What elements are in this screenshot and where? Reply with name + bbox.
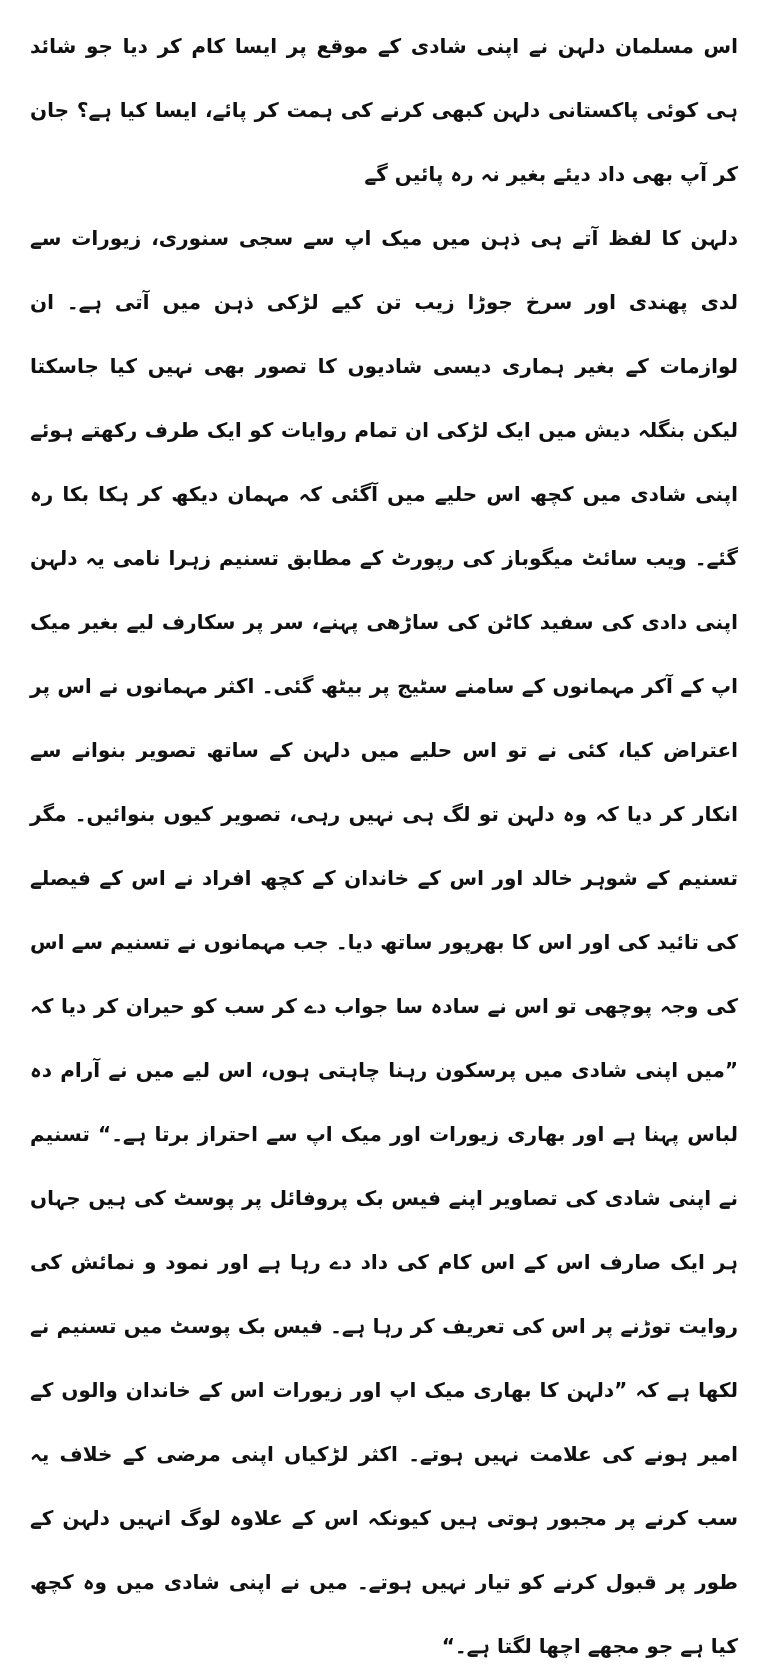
article-headline-paragraph: اس مسلمان دلہن نے اپنی شادی کے موقع پر ایسا کام کر دیا جو شائد ہی کوئی پاکستانی دلہن کبھی کرنے کی ہمت کر پائے، ایسا کیا ہے؟ جان کر آپ بھی داد دیئے بغیر نہ رہ پائیں گے <box>30 34 738 186</box>
article-body-paragraph: دلہن کا لفظ آتے ہی ذہن میں میک اپ سے سجی سنوری، زیورات سے لدی پھندی اور سرخ جوڑا زیب تن کیے لڑکی ذہن میں آتی ہے۔ ان لوازمات کے بغیر ہماری دیسی شادیوں کا تصور بھی نہیں کیا جاسکتا لیکن بنگلہ دیش میں ایک لڑکی ان تمام روایات کو ایک طرف رکھتے ہوئے اپنی شادی میں کچھ اس حلیے میں آگئی کہ مہمان دیکھ کر ہکا بکا رہ گئے۔ ویب سائٹ میگوباز کی رپورٹ کے مطابق تسنیم زہرا نامی یہ دلہن اپنی دادی کی سفید کاٹن کی ساڑھی پہنے، سر پر سکارف لیے بغیر میک اپ کے آکر مہمانوں کے سامنے سٹیج پر بیٹھ گئی۔ اکثر مہمانوں نے اس پر اعتراض کیا، کئی نے تو اس حلیے میں دلہن کے ساتھ تصویر بنوانے سے انکار کر دیا کہ وہ دلہن تو لگ ہی نہیں رہی، تصویر کیوں بنوائیں۔ مگر تسنیم کے شوہر خالد اور اس کے خاندان کے کچھ افراد نے اس کے فیصلے کی تائید کی اور اس کا بھرپور ساتھ دیا۔ جب مہمانوں نے تسنیم سے اس کی وجہ پوچھی تو اس نے سادہ سا جواب دے کر سب کو حیران کر دیا کہ ”میں اپنی شادی میں پرسکون رہنا چاہتی ہوں، اس لیے میں نے آرام دہ لباس پہنا ہے اور بھاری زیورات اور میک اپ سے احتراز برتا ہے۔“ تسنیم نے اپنی شادی کی تصاویر اپنے فیس بک پروفائل پر پوسٹ کی ہیں جہاں ہر ایک صارف اس کے اس کام کی داد دے رہا ہے اور نمود و نمائش کی روایت توڑنے پر اس کی تعریف کر رہا ہے۔ فیس بک پوسٹ میں تسنیم نے لکھا ہے کہ ”دلہن کا بھاری میک اپ اور زیورات اس کے خاندان والوں کے امیر ہونے کی علامت نہیں ہوتے۔ اکثر لڑکیاں اپنی مرضی کے خلاف یہ سب کرنے پر مجبور ہوتی ہیں کیونکہ اس کے علاوہ لوگ انہیں دلہن کے طور پر قبول کرنے کو تیار نہیں ہوتے۔ میں نے اپنی شادی میں وہ کچھ کیا ہے جو مجھے اچھا لگتا ہے۔“ <box>30 226 738 1658</box>
